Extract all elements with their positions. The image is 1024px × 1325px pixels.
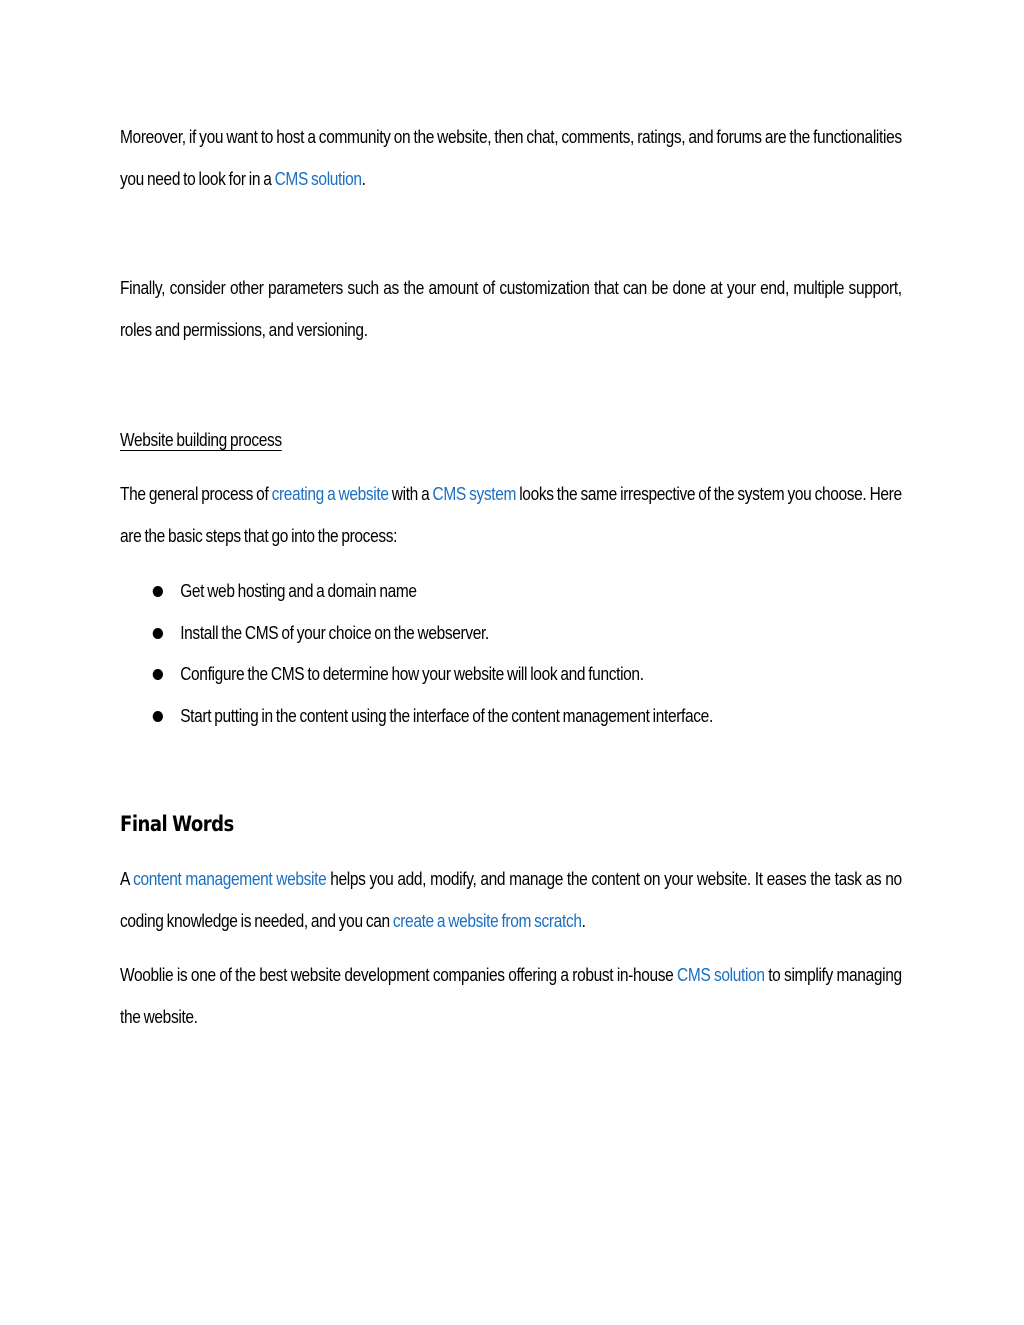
final-paragraph-1-text-2: helps you add, modify, and manage the content on your website. It eases the task as no coding knowledge is needed, and you can (120, 869, 902, 931)
bullet-icon (153, 669, 163, 680)
paragraph-finally-text: Finally, consider other parameters such as the amount of customization that can be done at your end, multiple support, roles and permissions, and versioning. (120, 278, 902, 340)
process-intro-paragraph (120, 474, 902, 557)
content-management-website-link[interactable]: content management website (133, 869, 327, 889)
final-paragraph-1 (120, 859, 902, 942)
process-intro-text-2: with a (388, 484, 433, 504)
bullet-icon (153, 711, 163, 722)
step-text: Install the CMS of your choice on the webserver. (180, 622, 489, 643)
paragraph-community (120, 117, 902, 200)
cms-solution-link-2[interactable]: CMS solution (677, 965, 765, 985)
list-item (120, 696, 902, 738)
step-text: Start putting in the content using the interface of the content management interface. (180, 705, 713, 726)
bullet-icon (153, 628, 163, 639)
final-paragraph-1-text-1: A (120, 869, 134, 889)
final-paragraph-2-text-1: Wooblie is one of the best website development companies offering a robust in-house (120, 965, 678, 985)
step-text: Get web hosting and a domain name (180, 581, 417, 601)
paragraph-finally (120, 268, 902, 351)
final-paragraph-2-text-2: to simplify managing the website. (120, 965, 902, 1027)
process-intro-text-1: The general process of (120, 484, 272, 504)
create-website-from-scratch-link[interactable]: create a website from scratch (392, 910, 582, 931)
cms-system-link[interactable]: CMS system (432, 484, 517, 504)
process-steps-list (120, 571, 902, 737)
final-paragraph-2 (120, 955, 902, 1038)
paragraph-community-text: Moreover, if you want to host a community on the website, then chat, comments, ratings, and forums are the functionalities you need to look for in a (120, 127, 902, 189)
step-text: Configure the CMS to determine how your website will look and function. (180, 664, 644, 684)
list-item (120, 654, 902, 696)
list-item (120, 613, 902, 655)
bullet-icon (153, 586, 163, 597)
final-words-heading: Final Words (120, 812, 234, 836)
list-item (120, 571, 902, 613)
creating-website-link[interactable]: creating a website (271, 484, 389, 504)
process-heading: Website building process (120, 430, 282, 450)
cms-solution-link[interactable]: CMS solution (274, 168, 362, 189)
final-paragraph-1-text-3: . (581, 910, 586, 931)
paragraph-community-end: . (361, 168, 366, 189)
process-intro-text-3: looks the same irrespective of the system you choose. Here are the basic steps that go into the process: (120, 484, 902, 546)
